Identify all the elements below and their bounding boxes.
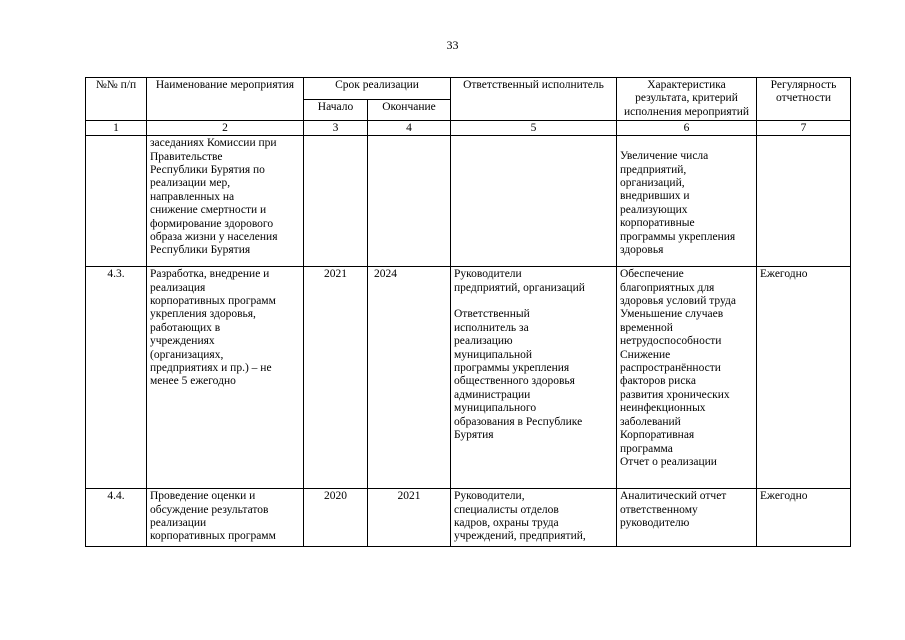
header-result: Характеристика результата, критерий исполнения мероприятий <box>617 78 757 121</box>
header-term: Срок реализации <box>304 78 451 100</box>
row-responsible: Руководители предприятий, организаций Ответственный исполнитель за реализацию муниципальной программы укрепления общественного здоровья администрации муниципального образования в Республике Бурятия <box>451 267 617 489</box>
header-start: Начало <box>304 99 368 121</box>
row-num: 4.3. <box>86 267 147 489</box>
row-num <box>86 136 147 267</box>
header-responsible: Ответственный исполнитель <box>451 78 617 121</box>
row-regularity: Ежегодно <box>757 267 851 489</box>
table-row <box>86 136 851 267</box>
header-num: №№ п/п <box>86 78 147 121</box>
row-result: Увеличение числа предприятий, организаций, внедривших и реализующих корпоративные программы укрепления здоровья <box>617 136 757 267</box>
header-end: Окончание <box>368 99 451 121</box>
row-result: Аналитический отчет ответственному руководителю <box>617 489 757 547</box>
row-end <box>368 136 451 267</box>
row-end: 2021 <box>368 489 451 547</box>
header-name: Наименование мероприятия <box>147 78 304 121</box>
row-start: 2021 <box>304 267 368 489</box>
row-name: Проведение оценки и обсуждение результатов реализации корпоративных программ <box>147 489 304 547</box>
row-end: 2024 <box>368 267 451 489</box>
page-number: 33 <box>446 38 459 52</box>
header-row <box>86 78 851 100</box>
row-result: Обеспечение благоприятных для здоровья условий труда Уменьшение случаев временной нетрудоспособности Снижение распространённости факторов риска развития хронических неинфекционных заболеваний Корпоративная программа Отчет о реализации <box>617 267 757 489</box>
column-number: 3 <box>304 121 368 136</box>
column-number: 5 <box>451 121 617 136</box>
events-table <box>85 77 851 547</box>
row-responsible <box>451 136 617 267</box>
column-number: 1 <box>86 121 147 136</box>
column-number: 7 <box>757 121 851 136</box>
row-start <box>304 136 368 267</box>
row-name: Разработка, внедрение и реализация корпоративных программ укрепления здоровья, работающих в учреждениях (организациях, предприятиях и пр.) – не менее 5 ежегодно <box>147 267 304 489</box>
row-start: 2020 <box>304 489 368 547</box>
column-numbers-row <box>86 121 851 136</box>
table-row <box>86 267 851 489</box>
row-num: 4.4. <box>86 489 147 547</box>
row-regularity: Ежегодно <box>757 489 851 547</box>
column-number: 4 <box>368 121 451 136</box>
row-responsible: Руководители, специалисты отделов кадров, охраны труда учреждений, предприятий, <box>451 489 617 547</box>
row-name: заседаниях Комиссии при Правительстве Республики Бурятия по реализации мер, направленных на снижение смертности и формирование здорового образа жизни у населения Республики Бурятия <box>147 136 304 267</box>
column-number: 2 <box>147 121 304 136</box>
table-row <box>86 489 851 547</box>
header-regularity: Регулярность отчетности <box>757 78 851 121</box>
row-regularity <box>757 136 851 267</box>
column-number: 6 <box>617 121 757 136</box>
